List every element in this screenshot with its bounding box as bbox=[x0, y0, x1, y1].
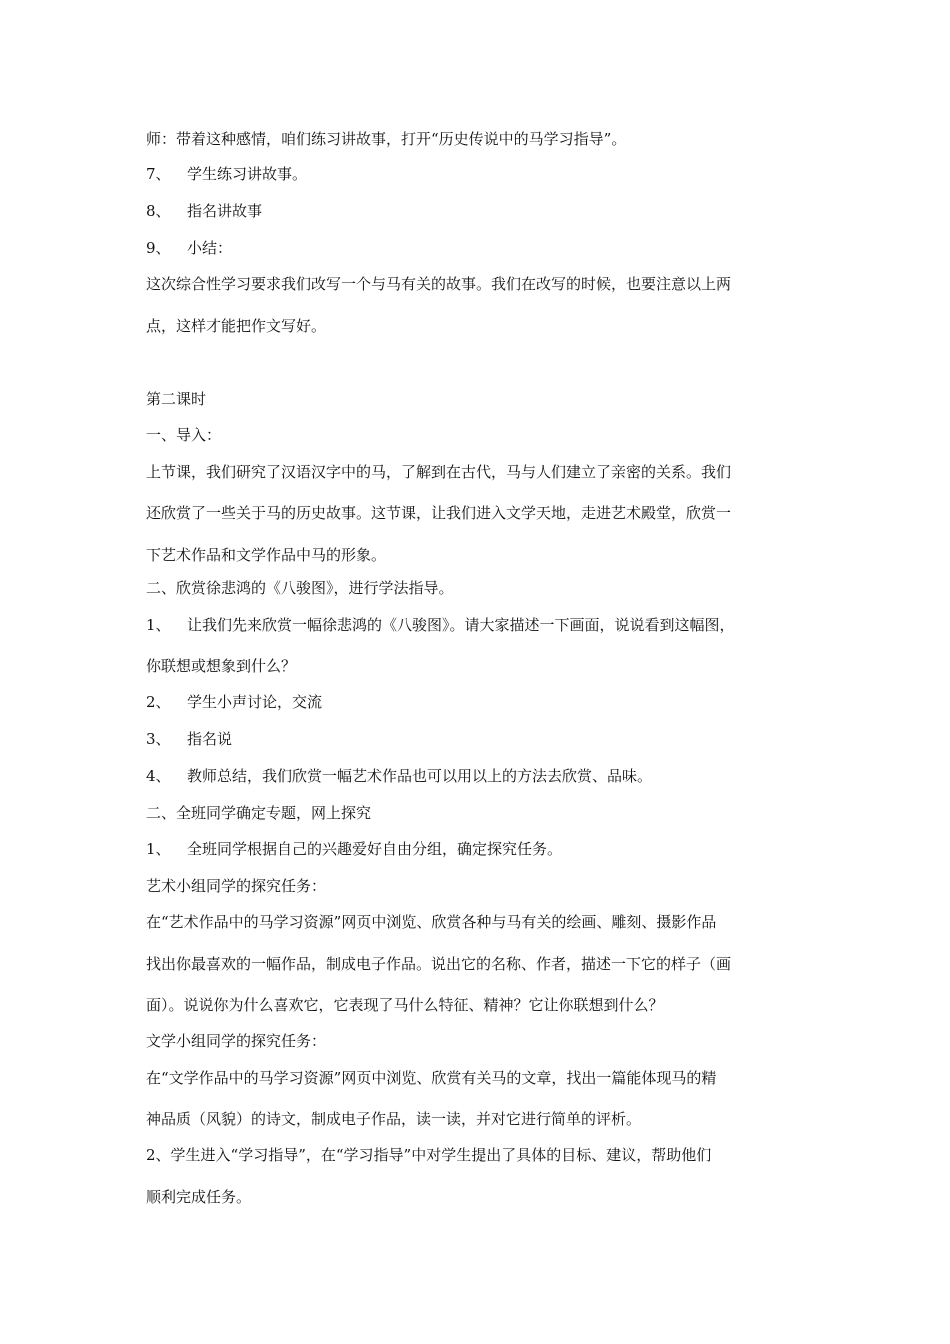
list-item: 4、 教师总结，我们欣赏一幅艺术作品也可以用以上的方法去欣赏、品味。 bbox=[146, 767, 653, 785]
list-number: 1、 bbox=[146, 616, 171, 634]
paragraph-line: 文学小组同学的探究任务： bbox=[146, 1032, 327, 1050]
paragraph-line: 还欣赏了一些关于马的历史故事。这节课，让我们进入文学天地，走进艺术殿堂，欣赏一 bbox=[146, 504, 732, 522]
paragraph-line: 你联想或想象到什么？ bbox=[146, 657, 297, 675]
list-item: 8、 指名讲故事 bbox=[146, 202, 263, 220]
paragraph-line: 师：带着这种感情，咱们练习讲故事，打开“历史传说中的马学习指导”。 bbox=[146, 130, 627, 148]
list-number: 2、 bbox=[146, 693, 171, 711]
paragraph-line: 点，这样才能把作文写好。 bbox=[146, 317, 327, 335]
list-item: 1、 全班同学根据自己的兴趣爱好自由分组，确定探究任务。 bbox=[146, 840, 563, 858]
paragraph-line: 艺术小组同学的探究任务： bbox=[146, 877, 327, 895]
paragraph-line: 神品质（风貌）的诗文，制成电子作品，读一读，并对它进行简单的评析。 bbox=[146, 1110, 642, 1128]
list-number: 7、 bbox=[146, 165, 171, 183]
section-heading: 二、全班同学确定专题，网上探究 bbox=[146, 804, 372, 822]
section-heading: 一、导入： bbox=[146, 426, 222, 444]
section-heading: 二、欣赏徐悲鸿的《八骏图》，进行学法指导。 bbox=[146, 579, 454, 597]
list-number: 9、 bbox=[146, 239, 171, 257]
list-item: 1、 让我们先来欣赏一幅徐悲鸿的《八骏图》。请大家描述一下画面，说说看到这幅图， bbox=[146, 616, 735, 634]
list-item: 9、 小结： bbox=[146, 239, 233, 257]
list-number: 4、 bbox=[146, 767, 171, 785]
paragraph-line: 下艺术作品和文学作品中马的形象。 bbox=[146, 546, 387, 564]
paragraph-line: 这次综合性学习要求我们改写一个与马有关的故事。我们在改写的时候，也要注意以上两 bbox=[146, 275, 732, 293]
list-item: 2、 学生小声讨论，交流 bbox=[146, 693, 323, 711]
paragraph-line: 顺利完成任务。 bbox=[146, 1188, 252, 1206]
list-number: 1、 bbox=[146, 840, 171, 858]
list-number: 8、 bbox=[146, 202, 171, 220]
list-item: 7、 学生练习讲故事。 bbox=[146, 165, 308, 183]
paragraph-line: 找出你最喜欢的一幅作品，制成电子作品。说出它的名称、作者，描述一下它的样子（画 bbox=[146, 955, 732, 973]
section-heading: 第二课时 bbox=[146, 390, 207, 408]
paragraph-line: 上节课，我们研究了汉语汉字中的马，了解到在古代，马与人们建立了亲密的关系。我们 bbox=[146, 463, 732, 481]
paragraph-line: 在“文学作品中的马学习资源”网页中浏览、欣赏有关马的文章，找出一篇能体现马的精 bbox=[146, 1069, 717, 1087]
list-number: 3、 bbox=[146, 730, 171, 748]
paragraph-line: 在“艺术作品中的马学习资源”网页中浏览、欣赏各种与马有关的绘画、雕刻、摄影作品 bbox=[146, 913, 717, 931]
paragraph-line: 面）。说说你为什么喜欢它，它表现了马什么特征、精神？它让你联想到什么？ bbox=[146, 996, 664, 1014]
paragraph-line: 2、学生进入“学习指导”，在“学习指导”中对学生提出了具体的目标、建议，帮助他们 bbox=[146, 1146, 712, 1164]
list-item: 3、 指名说 bbox=[146, 730, 233, 748]
